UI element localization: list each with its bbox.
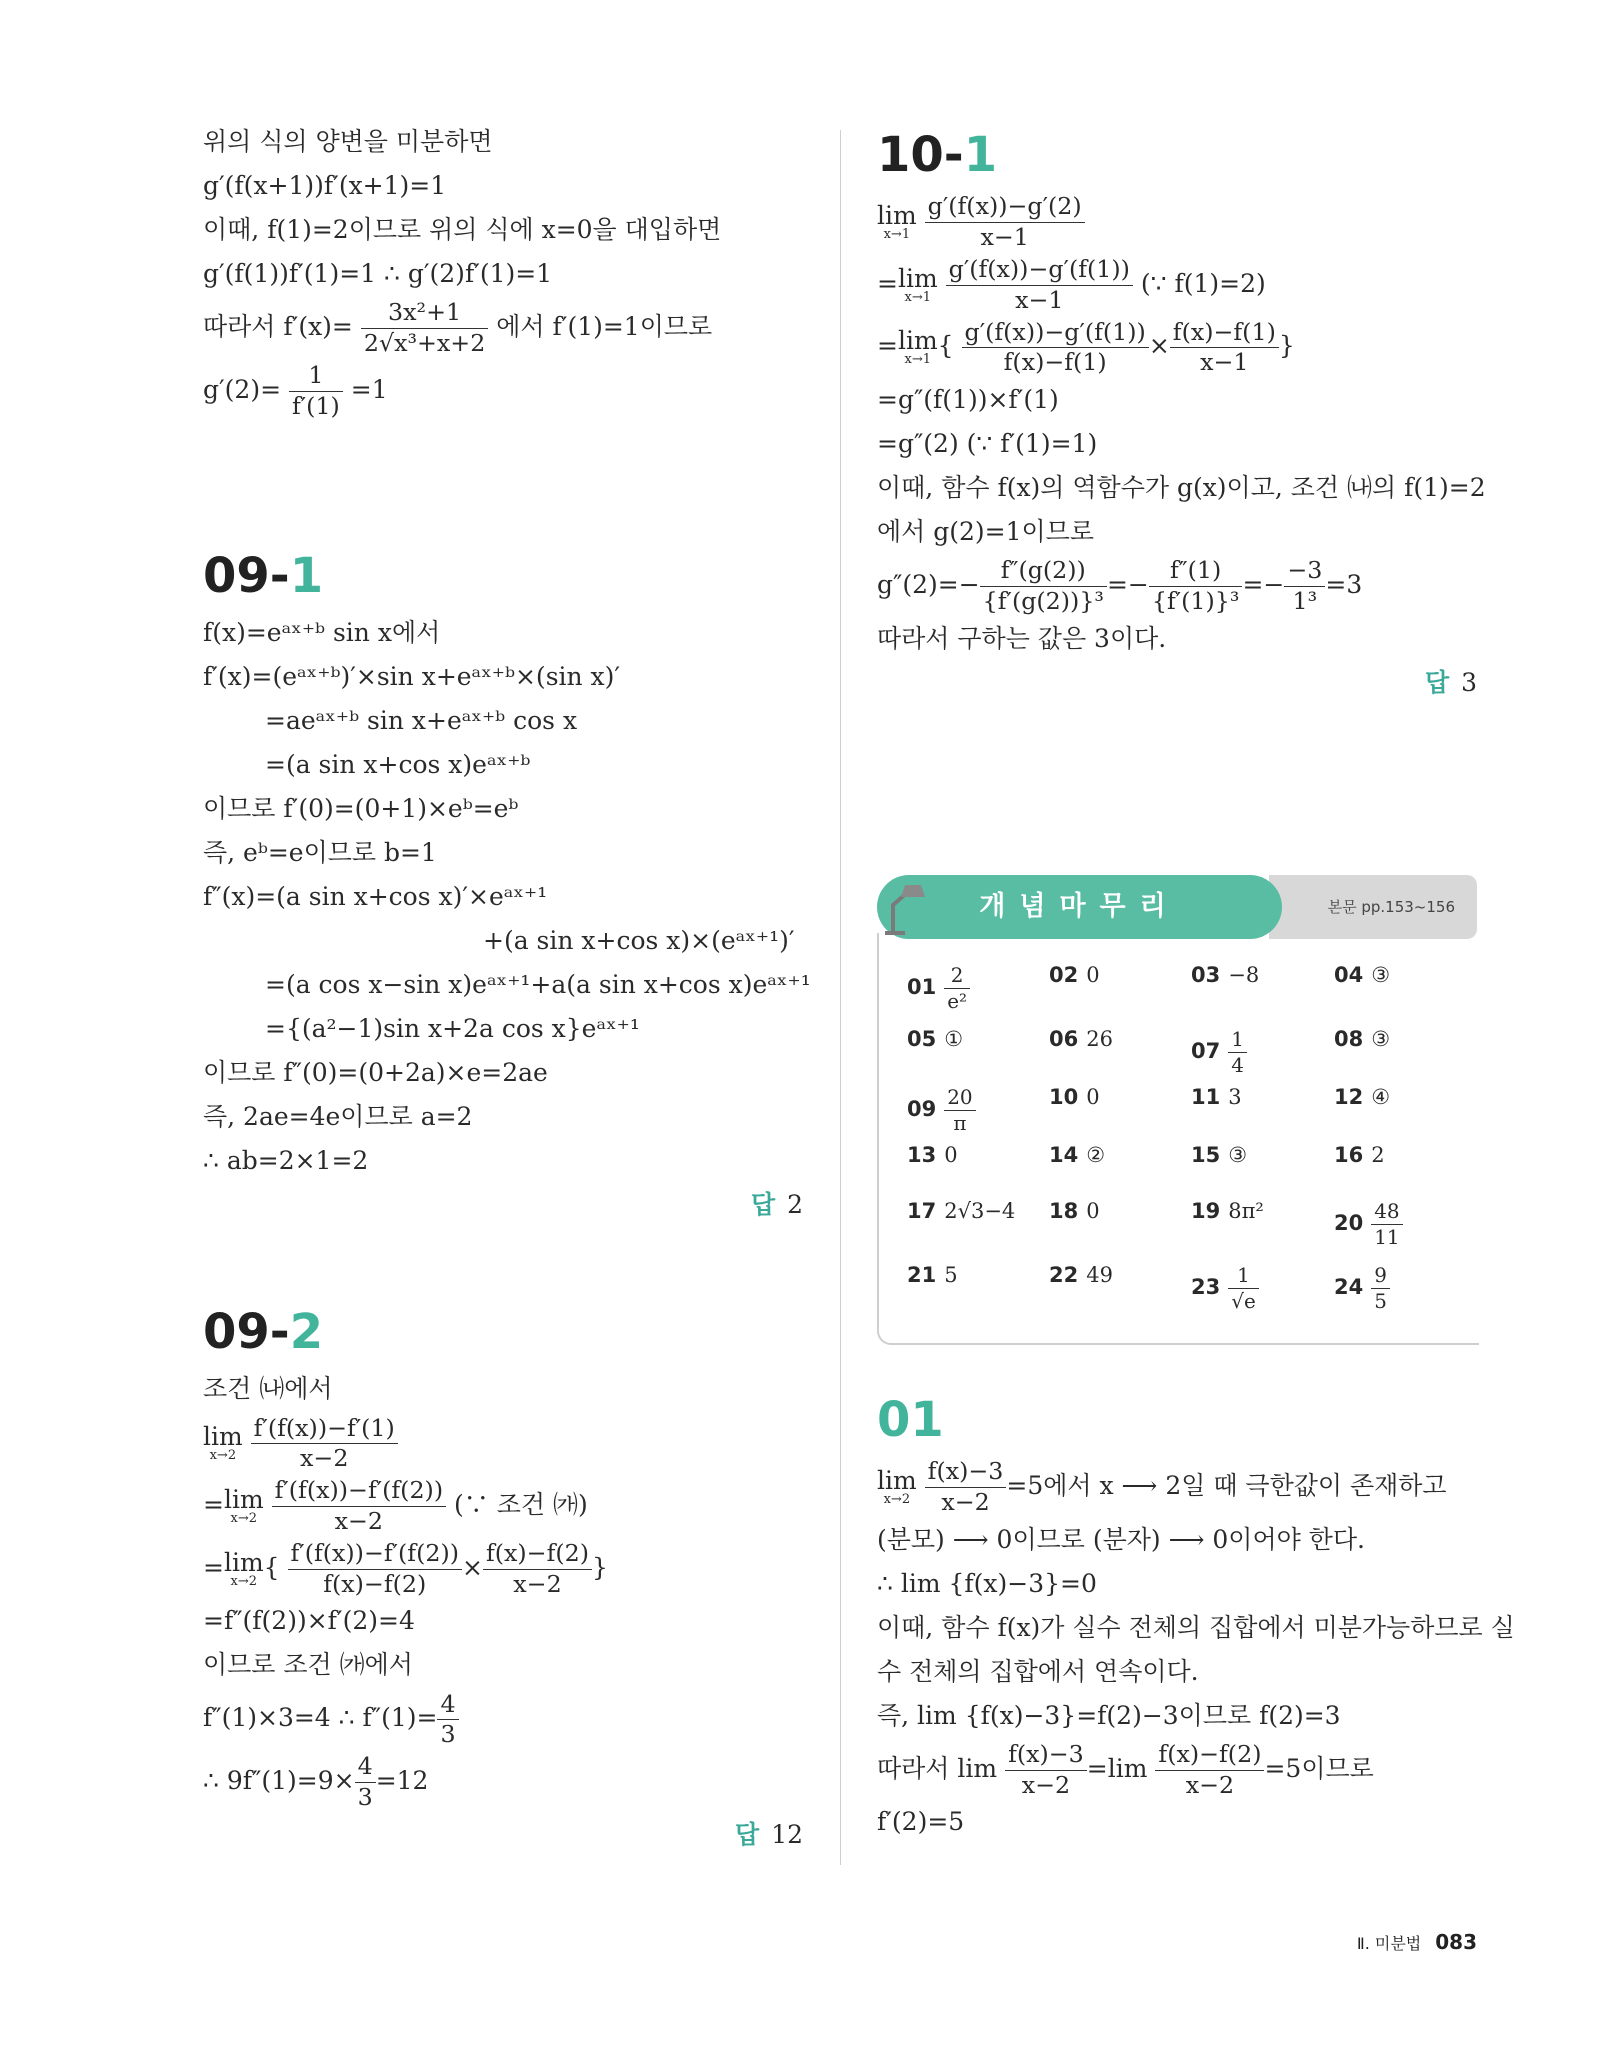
limit-operator: lim x→2 — [223, 1485, 264, 1527]
item-number: 16 — [1334, 1143, 1364, 1167]
fraction: $\frac{20}{\pi}$ — [944, 1085, 975, 1136]
text-line: 이므로 조건 ㈎에서 — [203, 1650, 413, 1680]
answer-10-1: 답 3 — [1424, 667, 1477, 697]
item-number: 20 — [1334, 1210, 1364, 1235]
item-value: 3 — [1228, 1085, 1242, 1109]
fraction: $\frac{f'(f(x))-f'(f(2))}{x-2}$ — [272, 1476, 446, 1536]
item-number: 23 — [1191, 1274, 1221, 1299]
summary-answer-item — [1049, 963, 1100, 987]
fraction: $\frac{2}{\text{e²}}$ — [944, 963, 970, 1014]
summary-answer-item — [907, 1085, 976, 1136]
text-line: 이때, 함수 f(x)의 역함수가 g(x)이고, 조건 ㈏의 f(1)=2 — [877, 473, 1486, 503]
item-number: 15 — [1191, 1143, 1221, 1167]
summary-answer-item — [1049, 1027, 1113, 1051]
fraction: $\frac{g'(f(x))-g'(2)}{x-1}$ — [925, 192, 1085, 252]
summary-answer-item — [1049, 1199, 1100, 1223]
math-line: =lim x→2 { $\frac{f'(f(x))-f'(f(2))}{f(x)-f(2)}$ × $\frac{f(x)-f(2)}{x-2}$ } — [203, 1539, 608, 1598]
item-value: 0 — [944, 1143, 958, 1167]
item-number: 19 — [1191, 1199, 1221, 1223]
fraction: $\frac{f''(1)}{\text{\{f′(1)\}³}}$ — [1149, 556, 1243, 616]
math-line: g′(f(x+1))f′(x+1)=1 — [203, 171, 447, 200]
summary-answers — [877, 933, 1479, 1345]
math-line: =f″(f(2))×f′(2)=4 — [203, 1606, 415, 1636]
math-line: f″(x)=(a sin x+cos x)′×eᵃˣ⁺¹ — [203, 882, 548, 912]
summary-page-ref: 본문 pp.153~156 — [1269, 875, 1477, 939]
item-number: 01 — [907, 974, 937, 999]
fraction: $\frac{4}{3}$ — [437, 1690, 458, 1750]
summary-answer-item — [1334, 1027, 1390, 1051]
item-value: 8π² — [1228, 1199, 1264, 1223]
item-number: 06 — [1049, 1027, 1079, 1051]
math-line — [203, 1411, 803, 1474]
item-value: ④ — [1371, 1085, 1391, 1109]
fraction: $\frac{4}{3}$ — [355, 1752, 376, 1812]
fraction: $\frac{f'(f(x))-f'(f(2))}{f(x)-f(2)}$ — [288, 1539, 462, 1599]
math-line: 이므로 f′(0)=(0+1)×eᵇ=eᵇ — [203, 794, 519, 824]
summary-answer-item — [1191, 1263, 1259, 1314]
item-value: 2√3−4 — [944, 1199, 1016, 1223]
section-heading-09-1: 09-1 — [203, 548, 324, 605]
math-line: ∴ lim {f(x)−3}=0 — [877, 1568, 1097, 1598]
item-number: 04 — [1334, 963, 1364, 987]
math-line: =(a cos x−sin x)eᵃˣ⁺¹+a(a sin x+cos x)eᵃˣ⁺¹ — [265, 970, 811, 1000]
item-value: 5 — [944, 1263, 958, 1287]
item-value: ③ — [1371, 1027, 1391, 1051]
math-line: 즉, eᵇ=e이므로 b=1 — [203, 838, 437, 868]
limit-operator: lim x→2 — [223, 1547, 264, 1589]
fraction: $\frac{f(x)-f(2)}{x-2}$ — [1155, 1740, 1264, 1800]
summary-answer-item — [1334, 1263, 1390, 1314]
summary-answer-item — [1334, 1143, 1385, 1167]
answer-09-2: 답 12 — [735, 1819, 803, 1849]
item-number: 17 — [907, 1199, 937, 1223]
fraction: $\frac{f(x)-f(1)}{x-1}$ — [1170, 318, 1279, 378]
math-line: g′(f(1))f′(1)=1 ∴ g′(2)f′(1)=1 — [203, 259, 553, 288]
limit-operator: lim x→1 — [877, 201, 917, 242]
item-value: 26 — [1086, 1027, 1113, 1051]
limit-operator: lim x→1 — [897, 263, 938, 305]
text-line: 조건 ㈏에서 — [203, 1374, 333, 1404]
fraction: $\frac{f(x)-f(2)}{x-2}$ — [483, 1539, 592, 1599]
item-number: 12 — [1334, 1085, 1364, 1109]
math-line: f′(2)=5 — [877, 1807, 965, 1837]
summary-answer-item — [907, 1027, 963, 1051]
item-number: 09 — [907, 1096, 937, 1121]
item-value: ② — [1086, 1143, 1106, 1167]
math-line: 따라서 lim $\frac{f(x)-3}{x-2}$ =lim $\frac{f(x)-f(2)}{x-2}$ =5이므로 — [877, 1740, 1374, 1799]
math-line: =(a sin x+cos x)eᵃˣ⁺ᵇ — [265, 750, 531, 780]
chapter-label: Ⅱ. 미분법 — [1356, 1934, 1422, 1953]
concept-summary-box — [877, 875, 1477, 1345]
item-number: 07 — [1191, 1038, 1221, 1063]
fraction: $\frac{1}{√e}$ — [1228, 1263, 1259, 1314]
text-line: 에서 g(2)=1이므로 — [877, 517, 1094, 547]
summary-answer-item — [907, 963, 970, 1014]
item-value: −8 — [1228, 963, 1260, 987]
section-heading-01: 01 — [877, 1392, 944, 1448]
fraction: $\frac{f''(g(2))}{\text{\{f′(g(2))\}³}}$ — [980, 556, 1107, 616]
section-heading-09-2: 09-2 — [203, 1304, 324, 1361]
summary-answer-item — [1191, 1143, 1247, 1167]
summary-answer-item — [1334, 1085, 1390, 1109]
summary-answer-item — [1191, 963, 1259, 987]
section-heading-10-1: 10-1 — [877, 127, 998, 183]
item-value: ① — [944, 1027, 964, 1051]
summary-answer-item — [1191, 1085, 1242, 1109]
item-number: 11 — [1191, 1085, 1221, 1109]
limit-operator: lim x→2 — [203, 1422, 243, 1464]
summary-answer-item — [1191, 1199, 1264, 1223]
math-line: +(a sin x+cos x)×(eᵃˣ⁺¹)′ — [483, 926, 795, 956]
summary-answer-item — [1334, 963, 1390, 987]
math-line: ∴ ab=2×1=2 — [203, 1146, 369, 1176]
item-value: 0 — [1086, 963, 1100, 987]
summary-answer-item — [1049, 1085, 1100, 1109]
math-line: =g″(f(1))×f′(1) — [877, 385, 1059, 415]
item-value: 49 — [1086, 1263, 1113, 1287]
item-number: 08 — [1334, 1027, 1364, 1051]
math-line: =aeᵃˣ⁺ᵇ sin x+eᵃˣ⁺ᵇ cos x — [265, 706, 578, 736]
item-number: 22 — [1049, 1263, 1079, 1287]
right-column — [877, 120, 1486, 705]
summary-answer-item — [1049, 1143, 1105, 1167]
math-line: f″(1)×3=4 ∴ f″(1)= $\frac{4}{3}$ — [203, 1687, 803, 1750]
fraction: $\frac{f(x)-3}{x-2}$ — [1005, 1740, 1087, 1800]
text-line: (분모) ⟶ 0이므로 (분자) ⟶ 0이어야 한다. — [877, 1524, 1365, 1554]
answer-09-1: 답 2 — [750, 1190, 803, 1220]
fraction: $\frac{g'(f(x))-g'(f(1))}{f(x)-f(1)}$ — [962, 318, 1149, 378]
fraction: $\frac{1}{4}$ — [1228, 1027, 1247, 1078]
column-divider — [840, 130, 841, 1865]
limit-operator: lim x→1 — [897, 326, 938, 368]
fraction: $\frac{f(x)-3}{x-2}$ — [925, 1457, 1007, 1517]
math-line: lim x→2 $\frac{f(x)-3}{x-2}$ =5에서 x ⟶ 2일 때 극한값이 존재하고 — [877, 1457, 1447, 1516]
text-line: 이때, 함수 f(x)가 실수 전체의 집합에서 미분가능하므로 실 — [877, 1612, 1515, 1642]
math-line: =lim x→2 $\frac{f'(f(x))-f'(f(2))}{x-2}$ (∵ 조건 ㈎) — [203, 1476, 588, 1536]
summary-answer-item — [1334, 1199, 1403, 1250]
fraction: $\frac{-3}{\text{1³}}$ — [1284, 556, 1325, 616]
left-column — [203, 120, 811, 1857]
text-line: 위의 식의 양변을 미분하면 — [203, 127, 493, 156]
fraction: $\frac{g'(f(x))-g'(f(1))}{x-1}$ — [946, 255, 1133, 315]
summary-answer-item — [907, 1143, 958, 1167]
summary-answer-item — [1049, 1263, 1113, 1287]
item-value: ③ — [1228, 1143, 1248, 1167]
text-line: 수 전체의 집합에서 연속이다. — [877, 1656, 1199, 1686]
math-line: 이므로 f″(0)=(0+2a)×e=2ae — [203, 1058, 548, 1088]
fraction: $\frac{f'(f(x))-f'(1)}{x-2}$ — [251, 1414, 398, 1474]
summary-title: 개념마무리 — [979, 891, 1180, 922]
fraction: $\frac{\text{3x²+1}}{\text{2√x³+x+2}}$ — [361, 298, 488, 358]
math-line: f′(x)=(eᵃˣ⁺ᵇ)′×sin x+eᵃˣ⁺ᵇ×(sin x)′ — [203, 662, 621, 692]
math-line: 즉, lim {f(x)−3}=f(2)−3이므로 f(2)=3 — [877, 1700, 1341, 1730]
item-value: 0 — [1086, 1085, 1100, 1109]
math-line: ={(a²−1)sin x+2a cos x}eᵃˣ⁺¹ — [265, 1014, 640, 1044]
text-line: 이때, f(1)=2이므로 위의 식에 x=0을 대입하면 — [203, 215, 722, 244]
math-line: 즉, 2ae=4e이므로 a=2 — [203, 1102, 473, 1132]
fraction: $\frac{9}{5}$ — [1371, 1263, 1390, 1314]
summary-answer-item — [907, 1199, 1015, 1223]
math-line: ∴ 9f″(1)=9× $\frac{4}{3}$ =12 — [203, 1752, 429, 1812]
section-01 — [877, 1385, 1515, 1844]
item-number: 02 — [1049, 963, 1079, 987]
limit-operator: lim x→2 — [877, 1466, 917, 1507]
math-line: =lim x→1 $\frac{g'(f(x))-g'(f(1))}{x-1}$ (∵ f(1)=2) — [877, 255, 1266, 314]
item-number: 21 — [907, 1263, 937, 1287]
item-value: 0 — [1086, 1199, 1100, 1223]
fraction: $\frac{1}{f'(1)}$ — [289, 361, 343, 421]
fraction: $\frac{48}{11}$ — [1371, 1199, 1402, 1250]
page-number: 083 — [1435, 1930, 1477, 1954]
item-value: ③ — [1371, 963, 1391, 987]
math-line — [877, 190, 1477, 253]
math-line: g′(2)= $\frac{1}{f'(1)}$ =1 — [203, 361, 388, 420]
item-number: 18 — [1049, 1199, 1079, 1223]
item-number: 24 — [1334, 1274, 1364, 1299]
item-value: 2 — [1371, 1143, 1385, 1167]
math-line: f(x)=eᵃˣ⁺ᵇ sin x에서 — [203, 618, 441, 648]
math-line: =g″(2) (∵ f′(1)=1) — [877, 429, 1098, 459]
text-line: 따라서 구하는 값은 3이다. — [877, 623, 1167, 653]
math-line: g″(2)=− $\frac{f''(g(2))}{\text{\{f′(g(2))\}³}}$ =− $\frac{f''(1)}{\text{\{f′(1)\}³}}$ =− $\frac{-3}{\text{1³}}$ =3 — [877, 556, 1363, 616]
item-number: 14 — [1049, 1143, 1079, 1167]
math-line: =lim x→1 { $\frac{g'(f(x))-g'(f(1))}{f(x)-f(1)}$ × $\frac{f(x)-f(1)}{x-1}$ } — [877, 317, 1295, 377]
item-number: 05 — [907, 1027, 937, 1051]
item-number: 13 — [907, 1143, 937, 1167]
summary-answer-item — [1191, 1027, 1247, 1078]
summary-answer-item — [907, 1263, 958, 1287]
page-footer — [1357, 1930, 1477, 1954]
item-number: 03 — [1191, 963, 1221, 987]
math-line: 따라서 f′(x)= $\frac{\text{3x²+1}}{\text{2√x³+x+2}}$ 에서 f′(1)=1이므로 — [203, 298, 713, 357]
item-number: 10 — [1049, 1085, 1079, 1109]
